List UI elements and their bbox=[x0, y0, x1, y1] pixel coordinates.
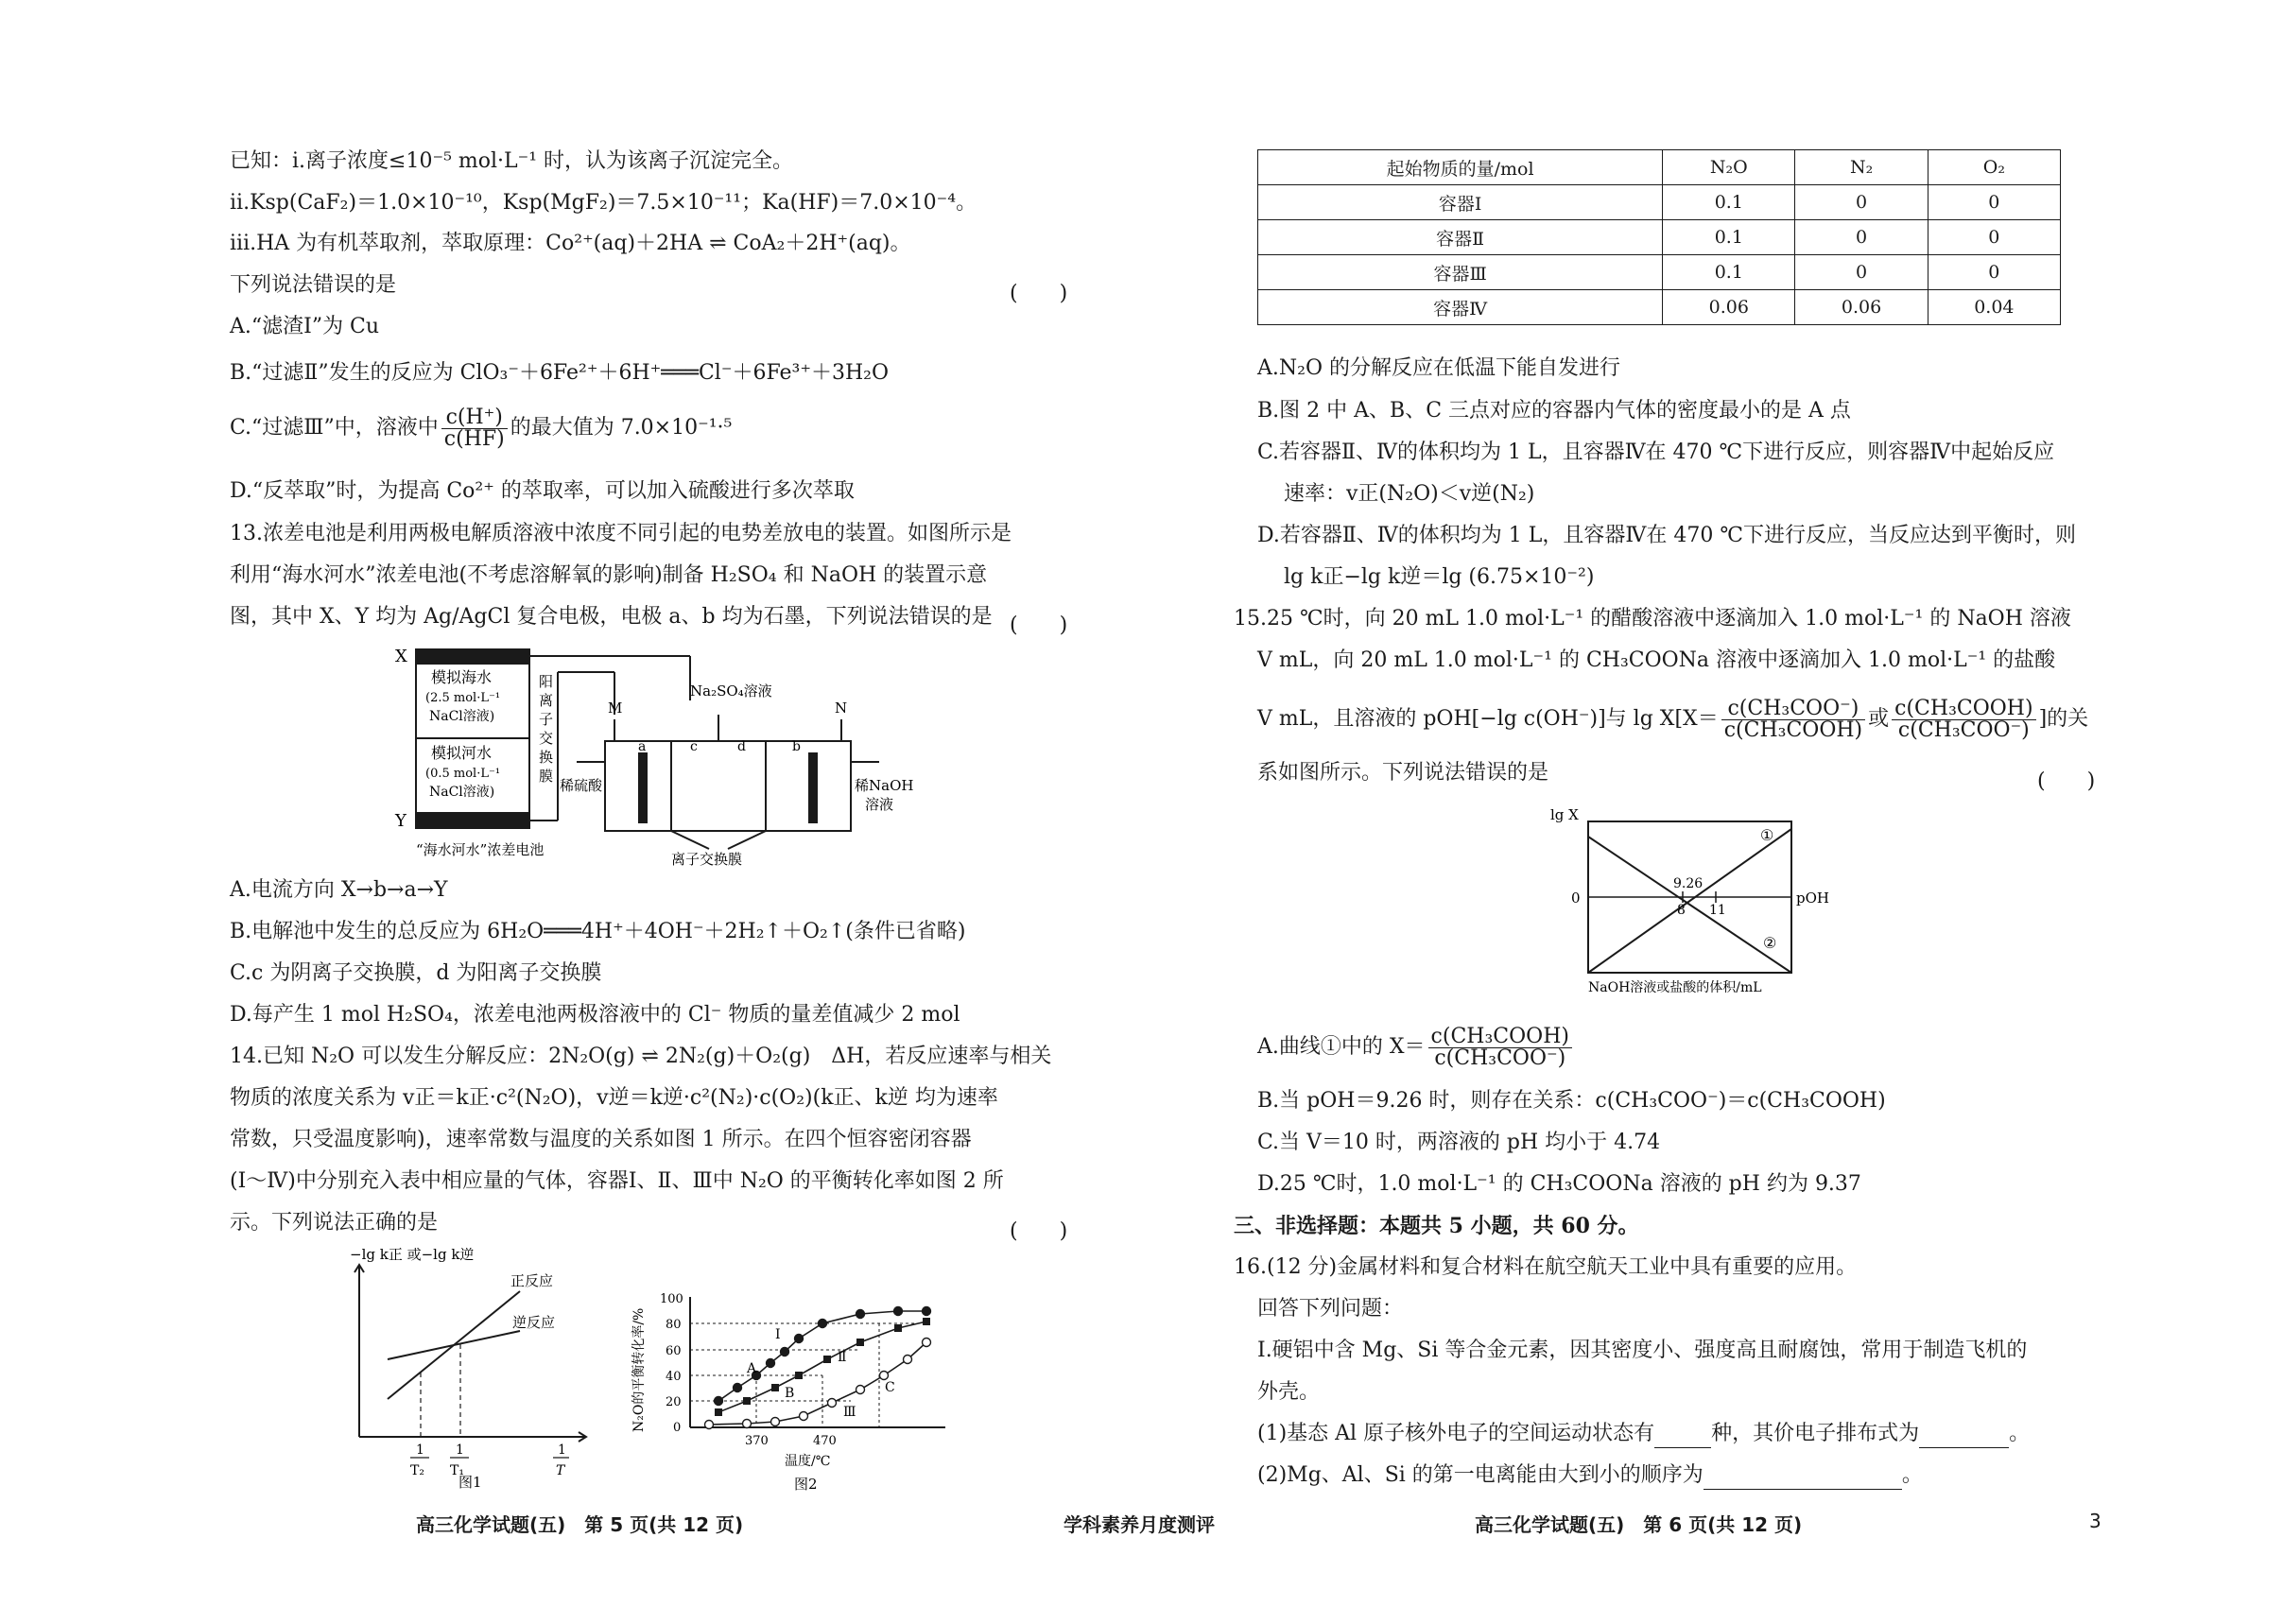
curve-ii-point bbox=[894, 1324, 902, 1332]
curve-iii-point bbox=[800, 1412, 808, 1421]
table-cell: 0.04 bbox=[1928, 290, 2060, 325]
q16-1-prefix: (1)基态 Al 原子核外电子的空间运动状态有 bbox=[1257, 1422, 1655, 1445]
q12-c-prefix: C.“过滤Ⅲ”中，溶液中 bbox=[230, 416, 439, 440]
river-water-label: 模拟河水 bbox=[431, 744, 493, 762]
fig2-y-label: N₂O的平衡转化率/% bbox=[631, 1307, 647, 1432]
q16-1-blank1[interactable] bbox=[1654, 1425, 1711, 1448]
fig2-x-label: 温度/℃ bbox=[785, 1454, 831, 1469]
membrane-char-5: 换 bbox=[539, 749, 554, 766]
q15-stem-line4: 系如图所示。下列说法错误的是 bbox=[1257, 761, 1549, 785]
table-row bbox=[1258, 220, 2061, 255]
battery-caption: “海水河水”浓差电池 bbox=[416, 841, 545, 858]
known-ii: ⅱ.Ksp(CaF₂)＝1.0×10⁻¹⁰，Ksp(MgF₂)＝7.5×10⁻¹¹；Ka(HF)＝7.0×10⁻⁴。 bbox=[230, 191, 977, 215]
q14-figure1 bbox=[331, 1248, 596, 1489]
fig1-tick3-den: T bbox=[556, 1463, 565, 1478]
q13-option-c: C.c 为阴离子交换膜，d 为阳离子交换膜 bbox=[230, 961, 602, 985]
q16-question2 bbox=[1257, 1461, 1923, 1490]
fig1-tick1-den: T₂ bbox=[410, 1463, 424, 1478]
table-cell: 0 bbox=[1795, 185, 1928, 220]
fig1-tick3-num: 1 bbox=[558, 1443, 566, 1458]
table-header-row bbox=[1258, 150, 2061, 185]
q14-option-c-line1: C.若容器Ⅱ、Ⅳ的体积均为 1 L，且容器Ⅳ在 470 ℃下进行反应，则容器Ⅳ中起始反应 bbox=[1257, 441, 2055, 464]
forward-reaction-label: 正反应 bbox=[510, 1272, 554, 1289]
dilute-naoh-solution: 溶液 bbox=[865, 796, 894, 813]
footer-right: 高三化学试题(五) 第 6 页(共 12 页) bbox=[1475, 1513, 1803, 1536]
fig2-ytick-80: 80 bbox=[666, 1318, 682, 1332]
q15-curve1-label: ① bbox=[1760, 826, 1774, 844]
q15-caption: NaOH溶液或盐酸的体积/mL bbox=[1588, 980, 1762, 995]
footer-left: 高三化学试题(五) 第 5 页(共 12 页) bbox=[416, 1513, 744, 1536]
q14-option-d-line1: D.若容器Ⅱ、Ⅳ的体积均为 1 L，且容器Ⅳ在 470 ℃下进行反应，当反应达到平衡时，则 bbox=[1257, 524, 2076, 547]
q14-table bbox=[1257, 149, 2061, 325]
sea-water-label: 模拟海水 bbox=[431, 668, 493, 686]
label-b: b bbox=[792, 739, 801, 754]
q16-instruction: 回答下列问题： bbox=[1257, 1297, 1404, 1321]
table-header-cell: 起始物质的量/mol bbox=[1258, 150, 1663, 185]
fig2-curve-ii-label: Ⅱ bbox=[838, 1350, 847, 1365]
membrane-char-4: 交 bbox=[539, 730, 554, 747]
q15-a-fraction bbox=[1428, 1024, 1572, 1070]
curve-i-point bbox=[894, 1307, 903, 1316]
table-row bbox=[1258, 255, 2061, 290]
dilute-h2so4-label: 稀硫酸 bbox=[560, 777, 603, 794]
q15-zero-label: 0 bbox=[1571, 890, 1581, 907]
table-header-cell: N₂ bbox=[1795, 150, 1928, 185]
curve-i-point bbox=[715, 1397, 723, 1406]
curve-i-point bbox=[795, 1335, 804, 1343]
q15-curve2-label: ② bbox=[1763, 934, 1777, 952]
curve-ii-point bbox=[823, 1356, 831, 1363]
fig2-ytick-20: 20 bbox=[666, 1395, 682, 1409]
q16-2-suffix: 。 bbox=[1901, 1463, 1923, 1487]
membrane-char-3: 子 bbox=[539, 711, 554, 728]
q16-2-prefix: (2)Mg、Al、Si 的第一电离能由大到小的顺序为 bbox=[1257, 1463, 1704, 1487]
q15-a-prefix: A.曲线①中的 X＝ bbox=[1257, 1035, 1426, 1059]
sea-water-solution: NaCl溶液) bbox=[429, 709, 495, 724]
river-water-conc: (0.5 mol·L⁻¹ bbox=[425, 767, 501, 781]
membrane-char-6: 膜 bbox=[539, 768, 554, 785]
known-i: 已知：ⅰ.离子浓度≤10⁻⁵ mol·L⁻¹ 时，认为该离子沉淀完全。 bbox=[230, 149, 794, 173]
table-cell: 容器Ⅲ bbox=[1258, 255, 1663, 290]
fig1-tick1-num: 1 bbox=[416, 1443, 424, 1458]
q13-option-b: B.电解池中发生的总反应为 6H₂O═══4H⁺＋4OH⁻＋2H₂↑＋O₂↑(条件已省略) bbox=[230, 920, 966, 943]
q14-stem-line3: 常数，只受温度影响)，速率常数与温度的关系如图 1 所示。在四个恒容密闭容器 bbox=[230, 1128, 972, 1151]
reverse-reaction-label: 逆反应 bbox=[512, 1314, 556, 1331]
fig2-xtick-470: 470 bbox=[813, 1434, 837, 1448]
q15-f1-numerator: c(CH₃COO⁻) bbox=[1721, 699, 1865, 720]
table-cell: 容器Ⅰ bbox=[1258, 185, 1663, 220]
section-3-heading: 三、非选择题：本题共 5 小题，共 60 分。 bbox=[1234, 1214, 1639, 1238]
curve-i-point bbox=[767, 1359, 775, 1368]
curve-ii-point bbox=[795, 1372, 803, 1379]
q12-answer-paren: ( ) bbox=[1010, 282, 1068, 305]
q12-option-c bbox=[230, 406, 732, 450]
q16-stem: 16.(12 分)金属材料和复合材料在航空航天工业中具有重要的应用。 bbox=[1234, 1255, 1858, 1279]
q14-option-b: B.图 2 中 A、B、C 三点对应的容器内气体的密度最小的是 A 点 bbox=[1257, 399, 1851, 423]
curve-ii-point bbox=[743, 1397, 751, 1405]
q15-stem-line2: V mL，向 20 mL 1.0 mol·L⁻¹ 的 CH₃COONa 溶液中逐滴加入 1.0 mol·L⁻¹ 的盐酸 bbox=[1257, 648, 2056, 672]
fig1-caption: 图1 bbox=[458, 1474, 482, 1489]
q12-c-numerator: c(H⁺) bbox=[441, 407, 508, 429]
q16-1-suffix: 。 bbox=[2009, 1422, 2031, 1445]
fig2-curve-i-label: Ⅰ bbox=[775, 1327, 781, 1342]
curve-iii-point bbox=[923, 1339, 931, 1347]
curve-iii-point bbox=[705, 1421, 714, 1429]
table-header-cell: O₂ bbox=[1928, 150, 2060, 185]
table-row bbox=[1258, 290, 2061, 325]
table-header-cell: N₂O bbox=[1663, 150, 1795, 185]
page-number: 3 bbox=[2089, 1510, 2101, 1532]
q15-intersection-label: 9.26 bbox=[1673, 876, 1704, 891]
table-row bbox=[1258, 185, 2061, 220]
curve-iii-point bbox=[743, 1420, 752, 1428]
q12-option-d: D.“反萃取”时，为提高 Co²⁺ 的萃取率，可以加入硫酸进行多次萃取 bbox=[230, 479, 855, 503]
q13-answer-paren: ( ) bbox=[1010, 613, 1068, 637]
q12-c-fraction bbox=[441, 407, 508, 450]
graphite-electrode-b bbox=[808, 752, 818, 823]
ion-exchange-membrane-label: 离子交换膜 bbox=[671, 851, 743, 866]
table-cell: 0 bbox=[1795, 255, 1928, 290]
q13-stem-line2: 利用“海水河水”浓差电池(不考虑溶解氧的影响)制备 H₂SO₄ 和 NaOH 的装置示意 bbox=[230, 563, 988, 587]
q14-option-d-line2: lg k正−lg k逆＝lg (6.75×10⁻²) bbox=[1284, 565, 1595, 589]
table-cell: 0.1 bbox=[1663, 220, 1795, 255]
q14-stem-line2: 物质的浓度关系为 v正＝k正·c²(N₂O)，v逆＝k逆·c²(N₂)·c(O₂)(k正、k逆 均为速率 bbox=[230, 1086, 998, 1110]
table-cell: 0 bbox=[1795, 220, 1928, 255]
q16-part1-line2: 外壳。 bbox=[1257, 1380, 1321, 1404]
label-x: X bbox=[395, 648, 407, 666]
membrane-char-2: 离 bbox=[539, 692, 554, 709]
curve-iii-point bbox=[880, 1372, 889, 1380]
curve-iii-point bbox=[771, 1418, 780, 1426]
q16-1-blank2[interactable] bbox=[1919, 1425, 2009, 1448]
table-cell: 容器Ⅱ bbox=[1258, 220, 1663, 255]
q15-or: 或 bbox=[1868, 707, 1890, 731]
river-water-solution: NaCl溶液) bbox=[429, 785, 495, 800]
q14-stem-line4: (Ⅰ～Ⅳ)中分别充入表中相应量的气体，容器Ⅰ、Ⅱ、Ⅲ中 N₂O 的平衡转化率如图 2 所 bbox=[230, 1169, 1004, 1193]
q14-stem-line1: 14.已知 N₂O 可以发生分解反应：2N₂O(g) ⇌ 2N₂(g)＋O₂(g) ΔH，若反应速率与相关 bbox=[230, 1045, 1052, 1068]
q12-c-suffix: 的最大值为 7.0×10⁻¹·⁵ bbox=[510, 416, 733, 440]
q15-x-label: pOH bbox=[1796, 890, 1829, 907]
q15-stem-line3 bbox=[1257, 693, 2088, 746]
q12-option-b: B.“过滤Ⅱ”发生的反应为 ClO₃⁻＋6Fe²⁺＋6H⁺═══Cl⁻＋6Fe³⁺＋3H₂O bbox=[230, 361, 890, 385]
q12-c-denominator: c(HF) bbox=[443, 426, 505, 451]
label-d: d bbox=[737, 739, 746, 754]
q14-option-c-line2: 速率：v正(N₂O)＜v逆(N₂) bbox=[1284, 482, 1535, 506]
na2so4-label: Na₂SO₄溶液 bbox=[690, 682, 772, 700]
q13-figure bbox=[388, 648, 917, 866]
curve-ii-point bbox=[771, 1384, 779, 1391]
table-cell: 0.06 bbox=[1795, 290, 1928, 325]
q15-stem-line1: 15.25 ℃时，向 20 mL 1.0 mol·L⁻¹ 的醋酸溶液中逐滴加入 1.0 mol·L⁻¹ 的 NaOH 溶液 bbox=[1234, 607, 2071, 631]
q15-tick-8: 8 bbox=[1677, 903, 1686, 918]
label-m: M bbox=[608, 700, 623, 717]
q15-f1-denominator: c(CH₃COOH) bbox=[1723, 717, 1863, 742]
q15-option-d: D.25 ℃时，1.0 mol·L⁻¹ 的 CH₃COONa 溶液的 pH 约为 9.37 bbox=[1257, 1172, 1861, 1196]
q13-option-a: A.电流方向 X→b→a→Y bbox=[230, 878, 448, 902]
sea-water-conc: (2.5 mol·L⁻¹ bbox=[425, 691, 501, 705]
q16-question1 bbox=[1257, 1420, 2030, 1448]
fig1-y-label: −lg k正 或−lg k逆 bbox=[350, 1248, 475, 1263]
q15-f2-numerator: c(CH₃COOH) bbox=[1892, 699, 2035, 720]
q15-line3-prefix: V mL，且溶液的 pOH[−lg c(OH⁻)]与 lg X[X＝ bbox=[1257, 707, 1719, 731]
curve-i-point bbox=[819, 1320, 827, 1328]
fig2-ytick-0: 0 bbox=[673, 1421, 682, 1435]
fig2-curve-iii-label: Ⅲ bbox=[843, 1405, 856, 1420]
q14-answer-paren: ( ) bbox=[1010, 1219, 1068, 1243]
fig2-ytick-40: 40 bbox=[666, 1370, 682, 1384]
q13-stem-line1: 13.浓差电池是利用两极电解质溶液中浓度不同引起的电势差放电的装置。如图所示是 bbox=[230, 522, 1012, 545]
reverse-reaction-line bbox=[388, 1331, 520, 1359]
table-cell: 0.1 bbox=[1663, 185, 1795, 220]
curve-i-point bbox=[856, 1310, 865, 1319]
graphite-electrode-a bbox=[638, 752, 648, 823]
q16-2-blank[interactable] bbox=[1704, 1466, 1902, 1490]
label-y: Y bbox=[395, 811, 406, 831]
curve-ii-point bbox=[856, 1339, 864, 1346]
curve-iii-point bbox=[856, 1386, 865, 1394]
curve-i-point bbox=[781, 1348, 789, 1356]
fig2-point-b-label: B bbox=[785, 1386, 795, 1401]
label-c: c bbox=[690, 739, 698, 754]
q14-figure2 bbox=[624, 1248, 955, 1494]
curve-iii-point bbox=[828, 1399, 837, 1408]
fig2-point-c-label: C bbox=[885, 1380, 895, 1395]
label-a: a bbox=[638, 739, 647, 754]
q16-part1-line1: Ⅰ.硬铝中含 Mg、Si 等合金元素，因其密度小、强度高且耐腐蚀，常用于制造飞机的 bbox=[1257, 1339, 2028, 1362]
q15-fraction2 bbox=[1892, 696, 2035, 742]
curve-ii-point bbox=[715, 1408, 722, 1416]
table-cell: 0 bbox=[1928, 220, 2060, 255]
q15-option-a bbox=[1257, 1021, 1575, 1074]
electrode-y bbox=[416, 813, 529, 828]
q12-option-a: A.“滤渣Ⅰ”为 Cu bbox=[230, 315, 380, 338]
q12-stem: 下列说法错误的是 bbox=[230, 273, 397, 297]
curve-ii-point bbox=[923, 1318, 930, 1325]
electrode-x bbox=[416, 648, 529, 664]
q13-option-d: D.每产生 1 mol H₂SO₄，浓差电池两极溶液中的 Cl⁻ 物质的量差值减少 2 mol bbox=[230, 1003, 960, 1027]
q15-line3-suffix: ]的关 bbox=[2038, 707, 2089, 731]
fig2-ytick-60: 60 bbox=[666, 1344, 682, 1358]
curve-i-point bbox=[734, 1384, 742, 1392]
fig2-curves bbox=[705, 1307, 931, 1429]
q16-1-middle: 种，其价电子排布式为 bbox=[1711, 1422, 1920, 1445]
fig2-xtick-370: 370 bbox=[745, 1434, 769, 1448]
q15-tick-11: 11 bbox=[1709, 903, 1726, 918]
table-cell: 容器Ⅳ bbox=[1258, 290, 1663, 325]
curve-i-point bbox=[923, 1307, 931, 1316]
label-n: N bbox=[835, 700, 848, 717]
q15-fraction1 bbox=[1721, 696, 1865, 742]
q15-y-label: lg X bbox=[1550, 808, 1579, 823]
fig1-tick2-num: 1 bbox=[456, 1443, 464, 1458]
fig2-ytick-100: 100 bbox=[660, 1292, 683, 1306]
q15-a-numerator: c(CH₃COOH) bbox=[1428, 1027, 1572, 1048]
table-cell: 0 bbox=[1928, 255, 2060, 290]
fig2-caption: 图2 bbox=[794, 1476, 818, 1493]
curve-iii-point bbox=[904, 1356, 912, 1364]
fig1-tick2-den: T₁ bbox=[450, 1463, 464, 1478]
fig2-point-a-label: A bbox=[747, 1361, 757, 1376]
q15-a-denominator: c(CH₃COO⁻) bbox=[1434, 1045, 1566, 1070]
table-cell: 0 bbox=[1928, 185, 2060, 220]
table-cell: 0.1 bbox=[1663, 255, 1795, 290]
table-cell: 0.06 bbox=[1663, 290, 1795, 325]
membrane-char-1: 阳 bbox=[539, 673, 554, 690]
q15-option-b: B.当 pOH＝9.26 时，则存在关系：c(CH₃COO⁻)＝c(CH₃COOH) bbox=[1257, 1089, 1886, 1113]
known-iii: ⅲ.HA 为有机萃取剂，萃取原理：Co²⁺(aq)＋2HA ⇌ CoA₂＋2H⁺(aq)。 bbox=[230, 232, 911, 255]
q15-f2-denominator: c(CH₃COO⁻) bbox=[1897, 717, 2030, 742]
dilute-naoh-label: 稀NaOH bbox=[855, 777, 914, 794]
q14-stem-line5: 示。下列说法正确的是 bbox=[230, 1211, 439, 1235]
q13-stem-line3: 图，其中 X、Y 均为 Ag/AgCl 复合电极，电极 a、b 均为石墨，下列说法错误的是 bbox=[230, 605, 993, 629]
footer-center: 学科素养月度测评 bbox=[1064, 1513, 1215, 1536]
q15-answer-paren: ( ) bbox=[2037, 769, 2096, 793]
q15-option-c: C.当 V＝10 时，两溶液的 pH 均小于 4.74 bbox=[1257, 1131, 1661, 1154]
q15-figure bbox=[1550, 808, 1853, 997]
q14-option-a: A.N₂O 的分解反应在低温下能自发进行 bbox=[1257, 356, 1620, 380]
